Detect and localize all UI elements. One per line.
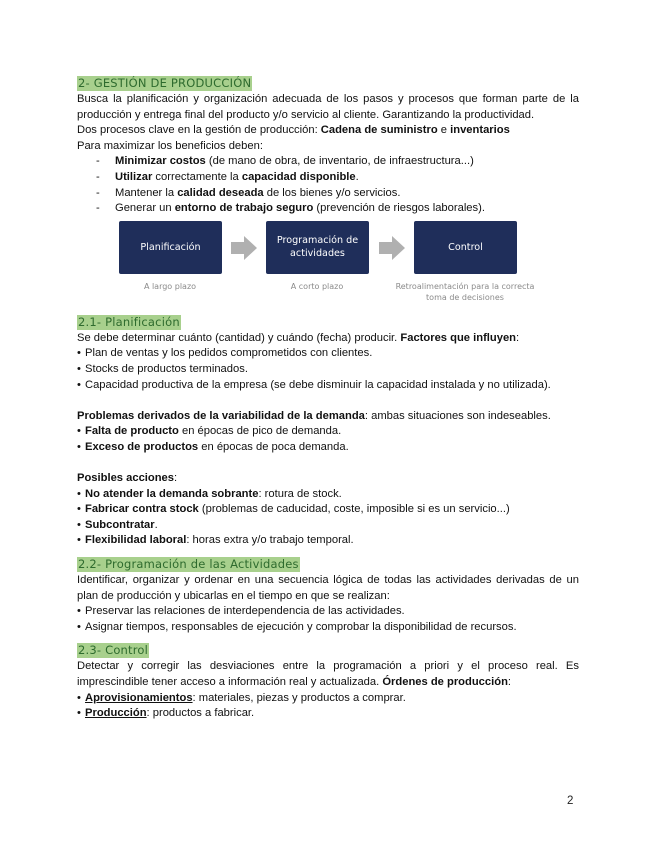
section-2-intro: Busca la planificación y organización adecuada de los pasos y procesos que forman parte de la producción y entrega final del producto y/o servicio al cliente. Garantizando la productividad. — [77, 93, 579, 121]
list-item — [77, 154, 579, 170]
list-item — [77, 706, 579, 722]
list-item — [77, 362, 579, 378]
bullet-marker: • — [77, 362, 81, 375]
benefit-bold: calidad deseada — [177, 186, 264, 199]
factor-text: Stocks de productos terminados. — [85, 362, 248, 375]
arrow-right-icon — [379, 236, 405, 260]
factor-text: Plan de ventas y los pedidos comprometidos con clientes. — [85, 347, 373, 360]
section-2-3-heading: 2.3- Control — [78, 643, 149, 658]
problem-bold: Exceso de productos — [85, 440, 199, 453]
problems-list — [77, 424, 579, 455]
order-text: : productos a fabricar. — [146, 707, 255, 720]
action-text: : rotura de stock. — [258, 487, 342, 500]
key-processes-conj: e — [437, 124, 451, 137]
list-item — [77, 533, 579, 549]
scheduling-list — [77, 604, 579, 635]
list-item — [77, 518, 579, 534]
key-process-inventory: inventarios — [450, 124, 510, 137]
benefit-pre: Generar un — [115, 202, 175, 215]
list-item — [77, 604, 579, 620]
action-bold: No atender la demanda sobrante — [85, 487, 259, 500]
benefit-end: . — [355, 170, 359, 183]
problem-text: en épocas de pico de demanda. — [178, 425, 342, 438]
spacer — [77, 635, 579, 643]
actions-list — [77, 487, 579, 549]
list-item — [77, 170, 579, 186]
benefit-text: de los bienes y/o servicios. — [263, 186, 401, 199]
order-type: Producción — [85, 707, 147, 720]
section-2-3-heading-wrap — [77, 643, 579, 659]
benefit-bold: Minimizar costos — [115, 155, 206, 168]
bullet-marker: • — [77, 620, 81, 633]
list-item — [77, 186, 579, 202]
benefit-text: (de mano de obra, de inventario, de infraestructura...) — [205, 155, 474, 168]
section-2-1-heading: 2.1- Planificación — [78, 314, 180, 329]
action-bold: Subcontratar — [85, 518, 155, 531]
order-text: : materiales, piezas y productos a comprar. — [192, 691, 406, 704]
document-content — [77, 76, 579, 722]
section-2-1-heading-wrap — [77, 315, 579, 331]
bullet-marker: • — [77, 707, 81, 720]
benefit-bold: Utilizar — [115, 170, 153, 183]
diagram-caption-short-term: A corto plazo — [290, 281, 344, 291]
planning-intro-colon: : — [516, 331, 520, 344]
benefits-list — [77, 154, 579, 216]
bullet-marker: • — [77, 347, 81, 360]
order-type: Aprovisionamientos — [85, 691, 193, 704]
action-bold: Fabricar contra stock — [85, 503, 199, 516]
actions-colon: : — [174, 472, 178, 485]
benefit-bold-2: capacidad disponible — [241, 170, 356, 183]
section-2-heading-wrap — [77, 76, 579, 92]
bullet-marker: • — [77, 378, 81, 391]
problems-intro — [77, 409, 579, 425]
list-item — [77, 201, 579, 217]
control-intro-text: Detectar y corregir las desviaciones entre la programación a priori y el proceso real. Es imprescindible tener acceso a información real y actualizada. — [77, 660, 579, 689]
factor-text: Capacidad productiva de la empresa (se debe disminuir la capacidad instalada y no utilizada). — [85, 378, 551, 391]
process-diagram — [77, 221, 579, 313]
benefit-text: correctamente la — [152, 170, 242, 183]
action-text: (problemas de caducidad, coste, imposible si es un servicio...) — [198, 503, 510, 516]
control-intro — [77, 659, 579, 690]
action-text: . — [154, 518, 158, 531]
factors-list — [77, 346, 579, 393]
bullet-marker: • — [77, 534, 81, 547]
spacer — [77, 456, 579, 472]
bullet-marker: • — [77, 691, 81, 704]
action-bold: Flexibilidad laboral — [85, 534, 187, 547]
benefit-bold: entorno de trabajo seguro — [174, 202, 314, 215]
list-item — [77, 346, 579, 362]
diagram-caption-feedback: Retroalimentación para la correcta toma de decisiones — [395, 281, 535, 302]
benefit-pre: Mantener la — [115, 186, 178, 199]
scheduling-text: Asignar tiempos, responsables de ejecución y comprobar la disponibilidad de recursos. — [85, 620, 517, 633]
page-number: 2 — [567, 795, 574, 807]
list-item — [77, 487, 579, 503]
scheduling-intro: Identificar, organizar y ordenar en una secuencia lógica de todas las actividades derivadas de un plan de producción y ubicarlas en el tiempo en que se realizan: — [77, 574, 579, 602]
benefits-intro: Para maximizar los beneficios deben: — [77, 139, 263, 152]
spacer — [77, 549, 579, 557]
production-orders-list — [77, 691, 579, 722]
key-process-supply-chain: Cadena de suministro — [320, 124, 438, 137]
bullet-marker: • — [77, 605, 81, 618]
planning-intro-text: Se debe determinar cuánto (cantidad) y cuándo (fecha) producir. — [77, 331, 401, 344]
actions-intro — [77, 471, 579, 487]
bullet-marker: • — [77, 440, 81, 453]
bullet-marker: • — [77, 487, 81, 500]
diagram-box-planning: Planificación — [119, 221, 222, 274]
key-processes — [77, 123, 579, 139]
control-intro-colon: : — [507, 676, 512, 689]
dash-marker: - — [96, 186, 100, 199]
dash-marker: - — [96, 170, 100, 183]
diagram-caption-long-term: A largo plazo — [143, 281, 197, 291]
bullet-marker: • — [77, 425, 81, 438]
problem-bold: Falta de producto — [85, 425, 179, 438]
problems-rest: : ambas situaciones son indeseables. — [364, 409, 551, 422]
action-text: : horas extra y/o trabajo temporal. — [186, 534, 354, 547]
dash-marker: - — [96, 155, 100, 168]
diagram-box-control: Control — [414, 221, 517, 274]
bullet-marker: • — [77, 503, 81, 516]
section-2-2-heading-wrap — [77, 557, 579, 573]
scheduling-text: Preservar las relaciones de interdependencia de las actividades. — [85, 605, 405, 618]
planning-intro — [77, 331, 579, 347]
list-item — [77, 440, 579, 456]
list-item — [77, 691, 579, 707]
spacer — [77, 393, 579, 409]
section-2-heading: 2- GESTIÓN DE PRODUCCIÓN — [78, 76, 252, 90]
list-item — [77, 502, 579, 518]
dash-marker: - — [96, 202, 100, 215]
list-item — [77, 378, 579, 394]
list-item — [77, 620, 579, 636]
actions-title: Posibles acciones — [77, 472, 175, 485]
planning-factors-label: Factores que influyen — [400, 331, 517, 344]
bullet-marker: • — [77, 518, 81, 531]
problems-title: Problemas derivados de la variabilidad de la demanda — [77, 409, 365, 422]
production-orders-label: Órdenes de producción — [382, 676, 508, 689]
arrow-right-icon — [231, 236, 257, 260]
section-2-2-heading: 2.2- Programación de las Actividades — [78, 557, 299, 572]
list-item — [77, 424, 579, 440]
diagram-box-scheduling: Programación de actividades — [266, 221, 369, 274]
benefit-text: (prevención de riesgos laborales). — [313, 202, 485, 215]
problem-text: en épocas de poca demanda. — [198, 440, 349, 453]
key-processes-prefix: Dos procesos clave en la gestión de producción: — [77, 124, 321, 137]
